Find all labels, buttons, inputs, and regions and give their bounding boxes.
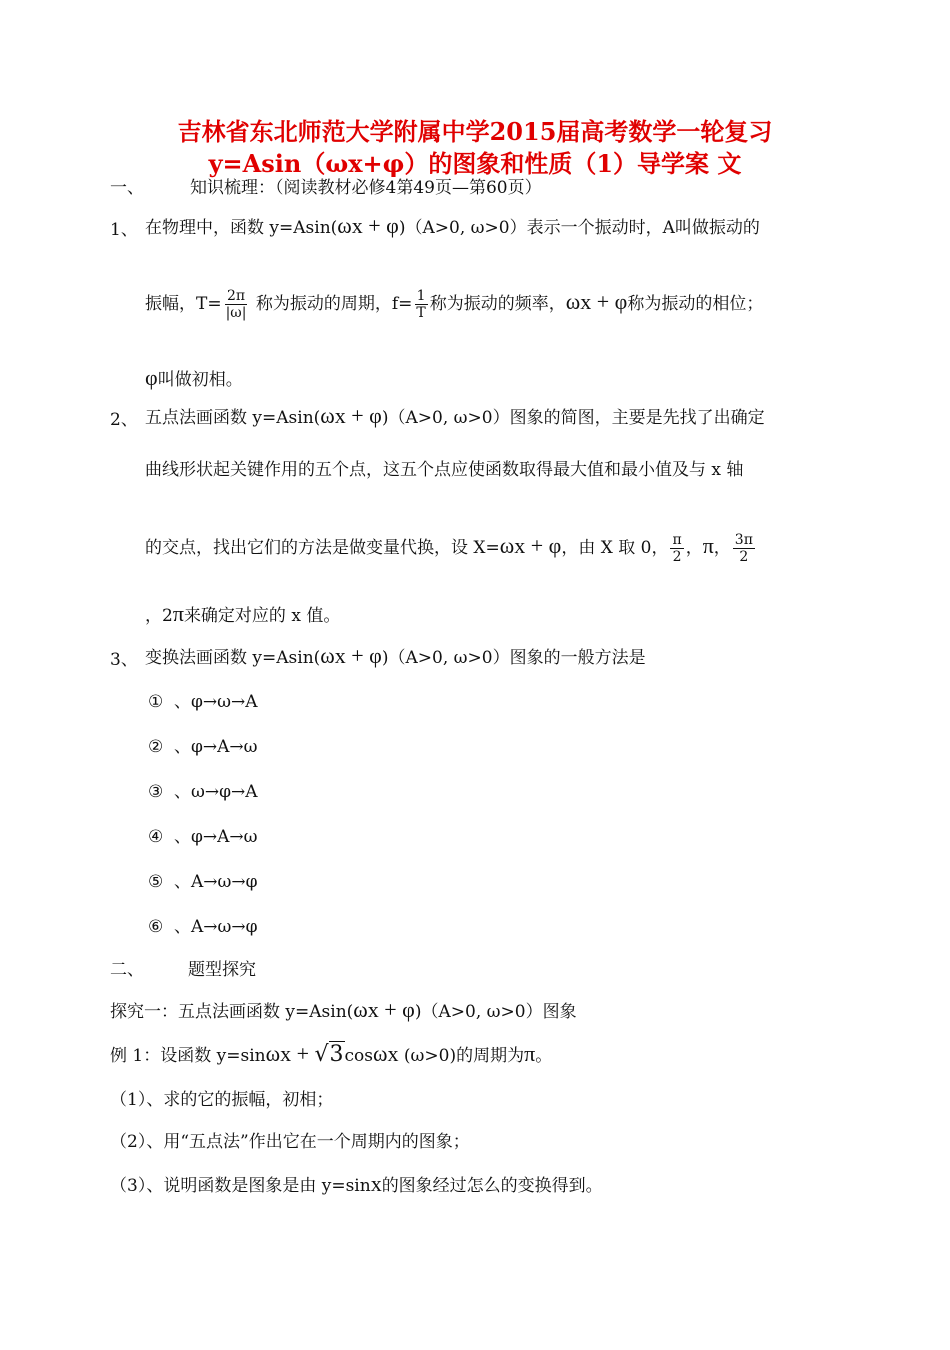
question-3 — [110, 1172, 603, 1198]
item2-line3 — [145, 532, 757, 565]
item3-line1-a: 变换法画函数 y=Asin( — [145, 648, 321, 668]
section2-num: 二、 — [110, 960, 144, 980]
item2-line3-b: ，由 X 取 0， — [561, 538, 669, 558]
method-num: ① — [148, 692, 164, 712]
item2-line1-a: 五点法画函数 y=Asin( — [145, 408, 321, 428]
item1-line2-c: 称为振动的频率， — [429, 294, 566, 314]
page-title-line2: y=Asin（ωx+φ）的图象和性质（1）导学案 文 — [208, 149, 742, 178]
item2-comma: ， — [713, 538, 731, 558]
method-item — [148, 915, 258, 939]
frequency-den: T — [416, 305, 426, 321]
question-2: （2）、用“五点法”作出它在一个周期内的图象； — [110, 1132, 470, 1152]
three-pi-over-2-num: 3π — [734, 532, 753, 548]
three-pi-over-2 — [733, 532, 755, 565]
item1-line2-b: 称为振动的周期，f= — [250, 294, 413, 314]
item1-phi-symbol: φ — [145, 365, 158, 390]
example1-a: 例 1：设函数 y=sin — [110, 1046, 266, 1066]
sqrt-radicand: 3 — [329, 1042, 344, 1067]
item2-line3-a: 的交点，找出它们的方法是做变量代换，设 X= — [145, 538, 500, 558]
item2-line4-b: 来确定对应的 x 值。 — [183, 606, 341, 626]
pi-over-2-den: 2 — [672, 549, 682, 565]
item2-wx-phi: ωx + φ — [320, 403, 382, 428]
method-num: ⑤ — [148, 872, 164, 892]
question-3-x: x — [370, 1171, 382, 1196]
explore1-wx-phi: ωx + φ — [353, 997, 415, 1022]
item3-num: 3、 — [110, 650, 138, 670]
method-text: 、A→ω→φ — [174, 917, 258, 937]
item2-X-expr: ωx + φ — [499, 533, 562, 558]
explore1-line — [110, 998, 577, 1024]
period-den: |ω| — [225, 305, 247, 321]
item3-wx-phi: ωx + φ — [320, 643, 382, 668]
item1-wx-phi: ωx + φ — [337, 213, 399, 238]
item1-num: 1、 — [110, 220, 138, 240]
example1-wx2: ωx — [373, 1041, 399, 1066]
item1-line2 — [145, 288, 763, 321]
item1-line2-d: 称为振动的相位； — [627, 294, 764, 314]
item2-sep: ， — [685, 538, 703, 558]
method-item — [148, 825, 258, 849]
example1-pi: π — [524, 1041, 536, 1066]
method-text: 、φ→A→ω — [174, 737, 258, 757]
pi-over-2-num: π — [672, 532, 682, 548]
pi-over-2 — [670, 532, 683, 565]
item2-line2: 曲线形状起关键作用的五个点，这五个点应使函数取得最大值和最小值及与 x 轴 — [145, 460, 744, 480]
sqrt3-expr — [315, 1041, 345, 1067]
sqrt-sign: √ — [314, 1042, 329, 1067]
method-item — [148, 690, 258, 714]
item1-line3-text: 叫做初相。 — [157, 370, 243, 390]
example1-wx: ωx — [265, 1041, 292, 1066]
method-text: 、ω→φ→A — [174, 782, 258, 802]
method-text: 、φ→A→ω — [174, 827, 258, 847]
example1-b: (ω>0)的周期为 — [398, 1046, 525, 1066]
period-fraction — [224, 288, 249, 321]
example1-cos: cos — [344, 1046, 374, 1066]
method-item — [148, 870, 258, 894]
item1-phase-expr: ωx + φ — [565, 289, 628, 314]
period-num: 2π — [226, 288, 246, 304]
item2-line4 — [145, 602, 340, 628]
frequency-num: 1 — [416, 288, 426, 304]
item1-line3 — [145, 366, 243, 392]
item3-line1-b: )（A>0, ω>0）图象的一般方法是 — [381, 648, 646, 668]
explore1-a: 探究一：五点法画函数 y=Asin( — [110, 1002, 354, 1022]
method-item — [148, 780, 258, 804]
item1-line1 — [145, 214, 760, 240]
item1-line1-a: 在物理中，函数 y=Asin( — [145, 218, 338, 238]
explore1-b: )（A>0, ω>0）图象 — [414, 1002, 577, 1022]
item1-line1-b: )（A>0, ω>0）表示一个振动时，A叫做振动的 — [398, 218, 760, 238]
section1-text: 知识梳理：（阅读教材必修4第49页—第60页） — [190, 178, 542, 198]
frequency-fraction — [414, 288, 427, 321]
item1-line2-a: 振幅，T= — [145, 294, 222, 314]
method-num: ② — [148, 737, 164, 757]
item3-line1 — [145, 644, 646, 670]
page-title-line1: 吉林省东北师范大学附属中学2015届高考数学一轮复习 — [177, 117, 773, 146]
method-num: ⑥ — [148, 917, 164, 937]
question-3-tail: 的图象经过怎么的变换得到。 — [381, 1176, 603, 1196]
example1-plus: + — [291, 1041, 315, 1066]
question-3-a: （3）、说明函数是图象是由 y=sin — [110, 1176, 371, 1196]
method-text: 、A→ω→φ — [174, 872, 258, 892]
method-text: 、φ→ω→A — [174, 692, 258, 712]
section1-num: 一、 — [110, 178, 144, 198]
item2-line4-pi: π — [172, 601, 184, 626]
question-1: （1）、求的它的振幅，初相； — [110, 1090, 334, 1110]
example1-end: 。 — [535, 1046, 553, 1066]
method-num: ③ — [148, 782, 164, 802]
item2-pi: π — [702, 533, 714, 558]
method-item — [148, 735, 258, 759]
item2-line4-a: ，2 — [145, 606, 173, 626]
item2-line1 — [145, 404, 765, 430]
item2-line1-b: )（A>0, ω>0）图象的简图，主要是先找了出确定 — [381, 408, 765, 428]
three-pi-over-2-den: 2 — [739, 549, 749, 565]
method-num: ④ — [148, 827, 164, 847]
example1-line — [110, 1042, 552, 1068]
section2-text: 题型探究 — [188, 960, 256, 980]
item2-num: 2、 — [110, 410, 138, 430]
